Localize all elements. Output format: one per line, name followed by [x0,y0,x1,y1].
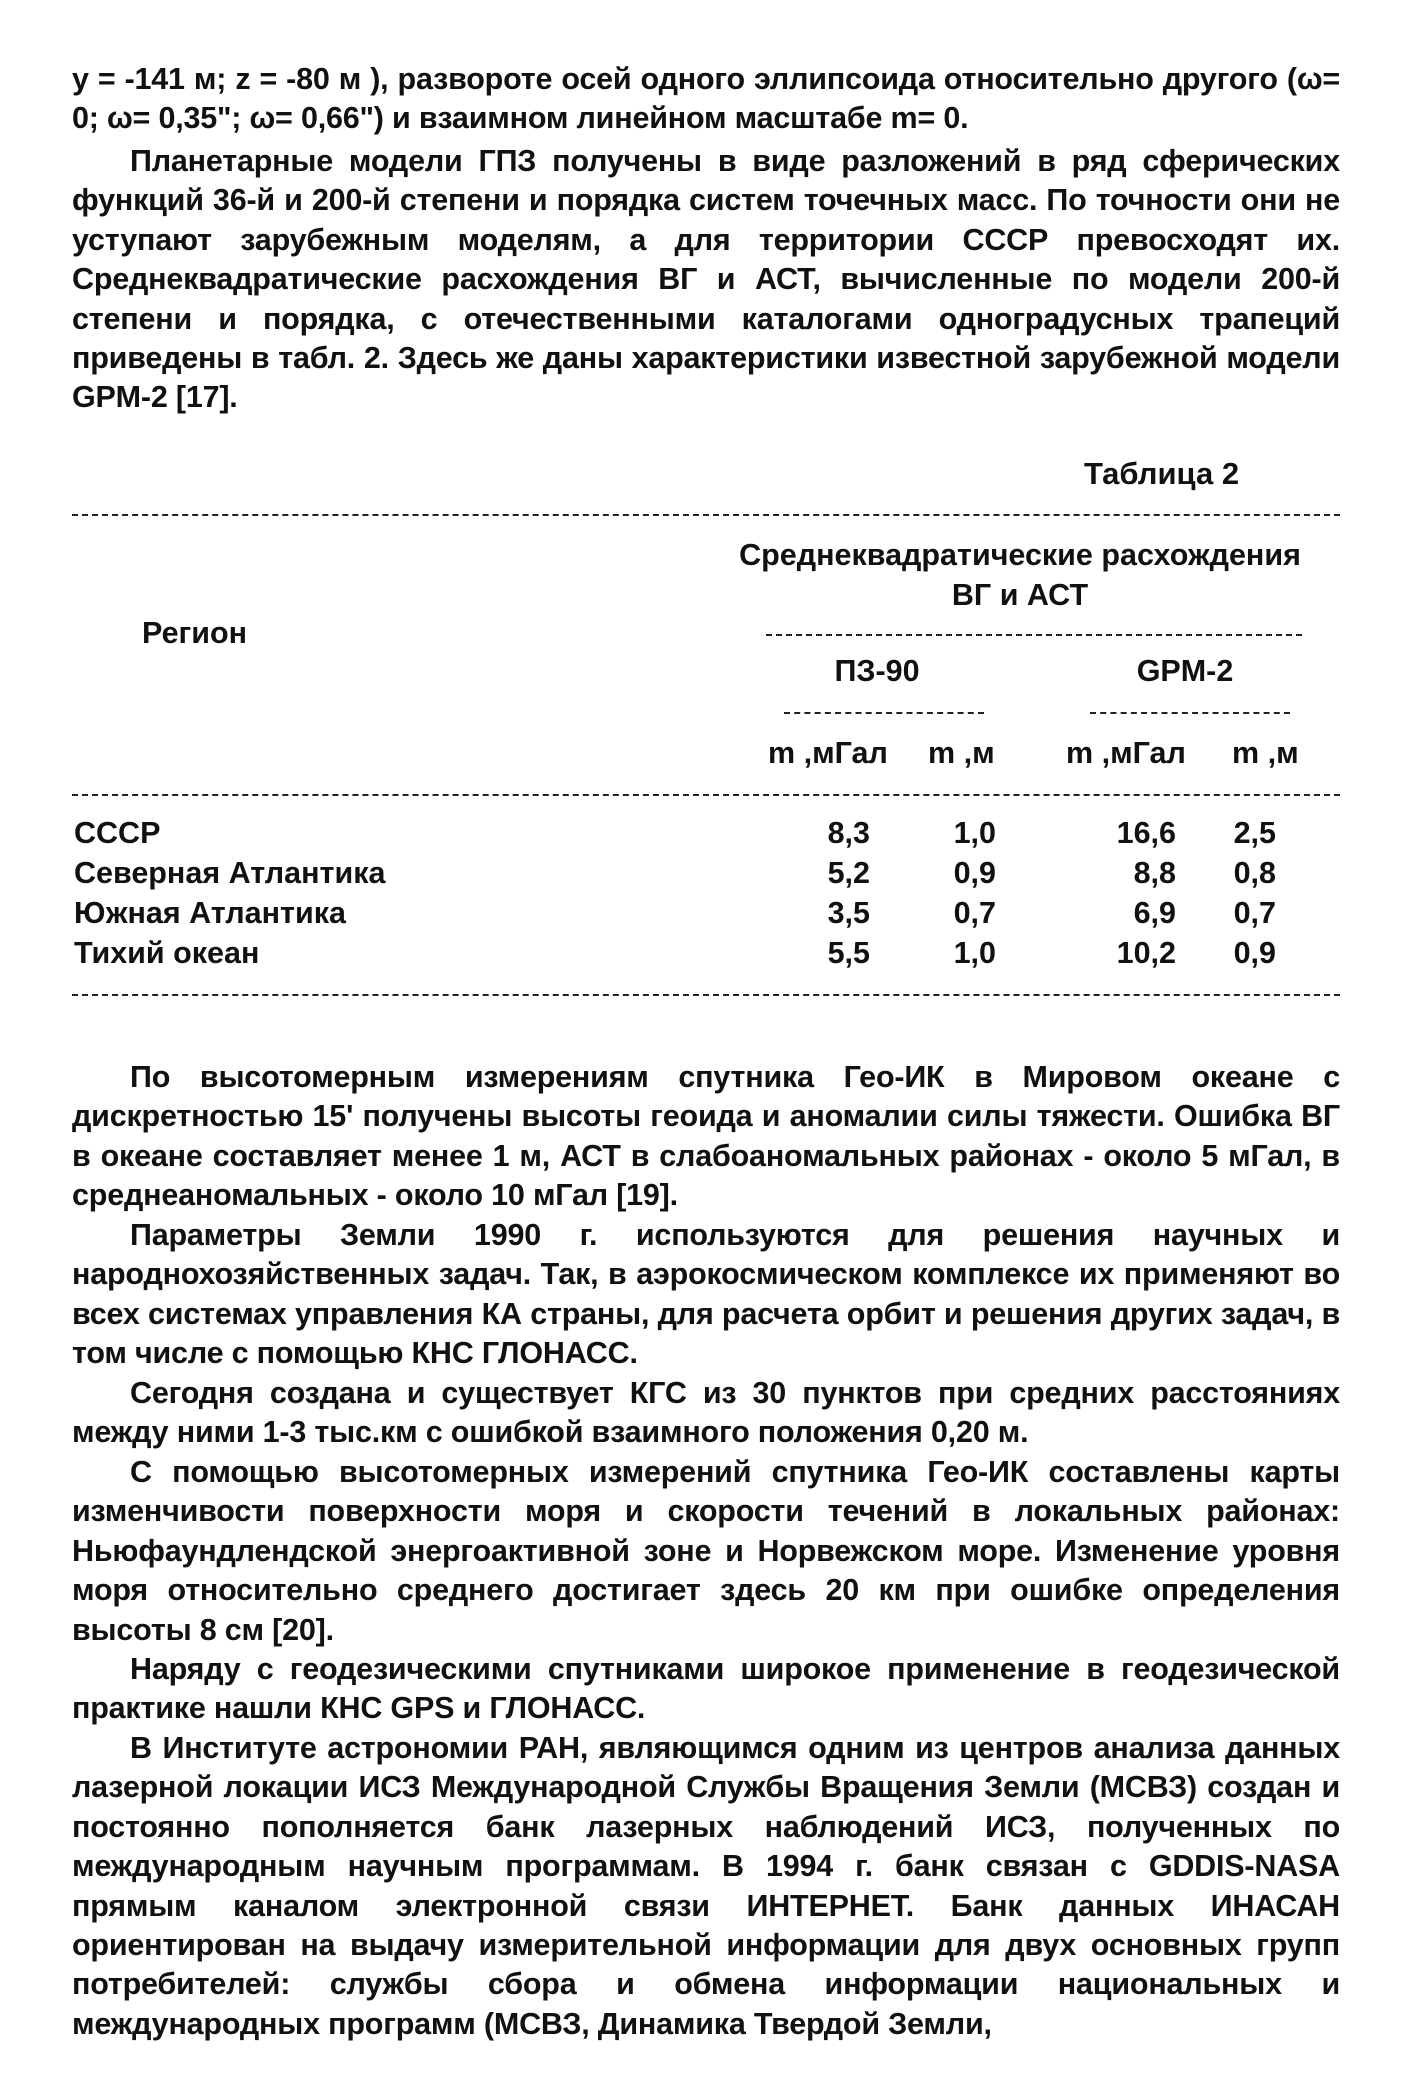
paragraph-2: Планетарные модели ГПЗ получены в виде разложений в ряд сферических функций 36-й и 200-й степени и порядка систем точечных масс. По точности они не уступают зарубежным моделям, а для территории СССР превосходят их. Среднеквадратические расхождения ВГ и АСТ, вычисленные по модели 200-й степени и порядка, с отечественными каталогами одноградусных трапеций приведены в табл. 2. Здесь же даны характеристики известной зарубежной модели GPM-2 [17]. [72,144,1340,415]
row-pz-m: 1,0 [953,936,996,970]
column-header-pz-mgal: m ,мГал [768,736,888,770]
group-header-line2: ВГ и АСТ [951,578,1089,612]
row-gpm-m: 0,7 [1233,896,1276,930]
paragraph-3: По высотомерным измерениям спутника Гео-ИК в Мировом океане с дискретностью 15' получены высоты геоида и аномалии силы тяжести. Ошибка ВГ в океане составляет менее 1 м, АСТ в слабоаномальных районах - около 5 мГал, в среднеаномальных - около 10 мГал [19]. [72,1060,1340,1213]
group-header-rule [766,634,1302,636]
row-gpm-m: 0,9 [1233,936,1276,970]
row-gpm-mgal: 10,2 [1116,936,1176,970]
row-region: Южная Атлантика [74,896,346,930]
model-rule-gpm2 [1090,712,1290,714]
row-pz-mgal: 8,3 [827,816,870,850]
row-pz-mgal: 5,2 [827,856,870,890]
row-gpm-m: 2,5 [1233,816,1276,850]
table-top-rule [72,514,1340,516]
table-header-rule [72,794,1340,796]
paragraph-5: Сегодня создана и существует КГС из 30 пунктов при средних расстояниях между ними 1-3 тыс.км с ошибкой взаимного положения 0,20 м. [72,1376,1340,1450]
model-header-pz90: ПЗ-90 [834,654,920,688]
row-pz-m: 0,7 [953,896,996,930]
row-gpm-mgal: 8,8 [1133,856,1176,890]
group-header-line1: Среднеквадратические расхождения [739,538,1301,572]
row-pz-mgal: 3,5 [827,896,870,930]
column-header-pz-m: m ,м [928,736,995,770]
column-header-gpm-mgal: m ,мГал [1066,736,1186,770]
table-bottom-rule [72,994,1340,996]
row-pz-mgal: 5,5 [827,936,870,970]
row-region: СССР [74,816,161,850]
paragraph-7: Наряду с геодезическими спутниками широкое применение в геодезической практике нашли КНС GPS и ГЛОНАСС. [72,1652,1340,1726]
table-caption: Таблица 2 [1084,456,1240,491]
row-gpm-mgal: 16,6 [1116,816,1176,850]
paragraph-4: Параметры Земли 1990 г. используются для решения научных и народнохозяйственных задач. Так, в аэрокосмическом комплексе их применяют во всех системах управления КА страны, для расчета орбит и решения других задач, в том числе с помощью КНС ГЛОНАСС. [72,1218,1340,1371]
column-header-gpm-m: m ,м [1232,736,1299,770]
paragraph-6: С помощью высотомерных измерений спутника Гео-ИК составлены карты изменчивости поверхности моря и скорости течений в локальных районах: Ньюфаундлендской энергоактивной зоне и Норвежском море. Изменение уровня моря относительно среднего достигает здесь 20 км при ошибке определения высоты 8 см [20]. [72,1455,1340,1647]
row-gpm-m: 0,8 [1233,856,1276,890]
row-pz-m: 0,9 [953,856,996,890]
row-gpm-mgal: 6,9 [1133,896,1176,930]
model-header-gpm2: GPM-2 [1136,654,1234,688]
row-pz-m: 1,0 [953,816,996,850]
paragraph-8: В Институте астрономии РАН, являющимся одним из центров анализа данных лазерной локации ИСЗ Международной Службы Вращения Земли (МСВЗ) создан и постоянно пополняется банк лазерных наблюдений ИСЗ, полученных по международным научным программам. В 1994 г. банк связан с GDDIS-NASA прямым каналом электронной связи ИНТЕРНЕТ. Банк данных ИНАСАН ориентирован на выдачу измерительной информации для двух основных групп потребителей: службы сбора и обмена информации национальных и международных программ (МСВЗ, Динамика Твердой Земли, [72,1731,1340,2041]
row-region: Северная Атлантика [74,856,386,890]
row-region: Тихий океан [74,936,260,970]
model-rule-pz90 [784,712,984,714]
paragraph-1: y = -141 м; z = -80 м ), развороте осей одного эллипсоида относительно другого (ω= 0; ω= 0,35"; ω= 0,66") и взаимном линейном масштабе m= 0. [72,62,1340,136]
region-header: Регион [142,616,248,650]
